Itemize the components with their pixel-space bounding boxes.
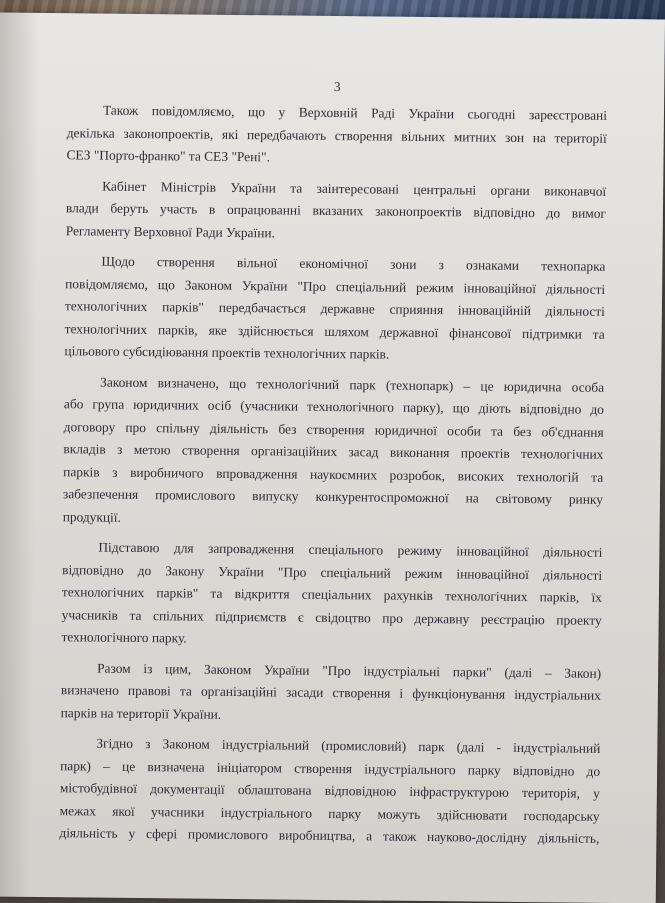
text-line: цільового субсидіювання проектів технологічних парків. bbox=[64, 343, 390, 362]
text-line: СЕЗ "Порто-франко" та СЕЗ "Рені". bbox=[66, 147, 270, 165]
text-line: Законом визначено, що технологічний парк (технопарк) – це юридична особа bbox=[100, 374, 605, 395]
text-line: Згідно з Законом індустріальний (промисловий) парк (далі - індустріальний bbox=[96, 735, 601, 756]
text-line: парків з виробничого впровадження наукоємних розробок, високих технологій та bbox=[63, 463, 604, 485]
document-body bbox=[59, 73, 607, 858]
text-line: Підставою для запровадження спеціального режиму інноваційної діяльності bbox=[98, 539, 603, 560]
paragraph-special-regime-basis bbox=[61, 536, 602, 654]
text-line: договору про спільну діяльність без створення юридичної особи та без об'єднання bbox=[63, 418, 604, 440]
text-line: технологічного парку. bbox=[61, 629, 187, 646]
text-line: межах якої учасники індустріального парку можуть здійснювати господарську bbox=[59, 802, 600, 824]
paragraph-cabinet-participation bbox=[66, 175, 607, 248]
page-shadow bbox=[0, 13, 40, 897]
text-line: повідомляємо, що Законом України "Про спеціальний режим інноваційної діяльності bbox=[65, 275, 606, 297]
paragraph-industrial-park-definition bbox=[59, 732, 600, 850]
text-line: парків на території України. bbox=[60, 704, 222, 722]
text-line: технологічних парків" та відкриття спеціальних рахунків технологічних парків, їх bbox=[61, 584, 603, 605]
text-line: або група юридичних осіб (учасники технологічного парку), що діють відповідно до bbox=[63, 396, 604, 417]
text-line: Також повідомляємо, що у Верховній Раді України сьогодні зареєстровані bbox=[102, 102, 608, 123]
text-line: містобудівної документації облаштована відповідною інфраструктурою територія, у bbox=[59, 780, 600, 801]
text-line: технологічних парків, яке здійснюється шляхом державної фінансової підтримки та bbox=[64, 320, 605, 342]
text-line: визначено правові та організаційні засади створення і функціонування індустріальних bbox=[60, 682, 601, 703]
paragraph-industrial-parks-law bbox=[61, 657, 602, 730]
text-line: технологічних парків" передбачається державне сприяння інноваційній діяльності bbox=[64, 298, 606, 319]
text-line: учасників та спільних підприємств є свідоцтво про державну реєстрацію проекту bbox=[61, 606, 602, 628]
text-line: діяльність у сфері промислового виробництва, а також науково-дослідну діяльність, bbox=[59, 825, 600, 846]
text-line: вкладів з метою створення організаційних засад виконання проектів технологічних bbox=[63, 441, 604, 462]
paragraph-technopark-definition bbox=[63, 371, 605, 534]
text-line: забезпечення промислового випуску конкурентоспроможної на світовому ринку bbox=[62, 486, 604, 507]
text-line: влади беруть участь в опрацюванні вказаних законопроектів відповідно до вимог bbox=[65, 200, 607, 221]
paragraph-technopark-zone bbox=[64, 250, 605, 368]
text-line: декілька законопроектів, які передбачають створення вільних митних зон на території bbox=[66, 124, 607, 146]
text-line: Разом із цим, Законом України "Про індустріальні парки" (далі – Закон) bbox=[97, 660, 602, 681]
text-line: відповідно до Закону України "Про спеціальний режим інноваційної діяльності bbox=[62, 561, 603, 583]
text-line: парк) – це визначена ініціатором створення індустріального парку відповідно до bbox=[60, 757, 601, 779]
document-page bbox=[0, 13, 665, 903]
page-number: 3 bbox=[333, 79, 341, 95]
text-line: Кабінет Міністрів України та заінтересовані центральні органи виконавчої bbox=[102, 178, 607, 199]
text-line: Щодо створення вільної економічної зони з ознаками технопарка bbox=[101, 253, 606, 274]
paragraph-free-trade-zones-bills bbox=[66, 99, 607, 172]
text-line: продукції. bbox=[62, 508, 121, 525]
text-line: Регламенту Верховної Ради України. bbox=[65, 222, 276, 240]
